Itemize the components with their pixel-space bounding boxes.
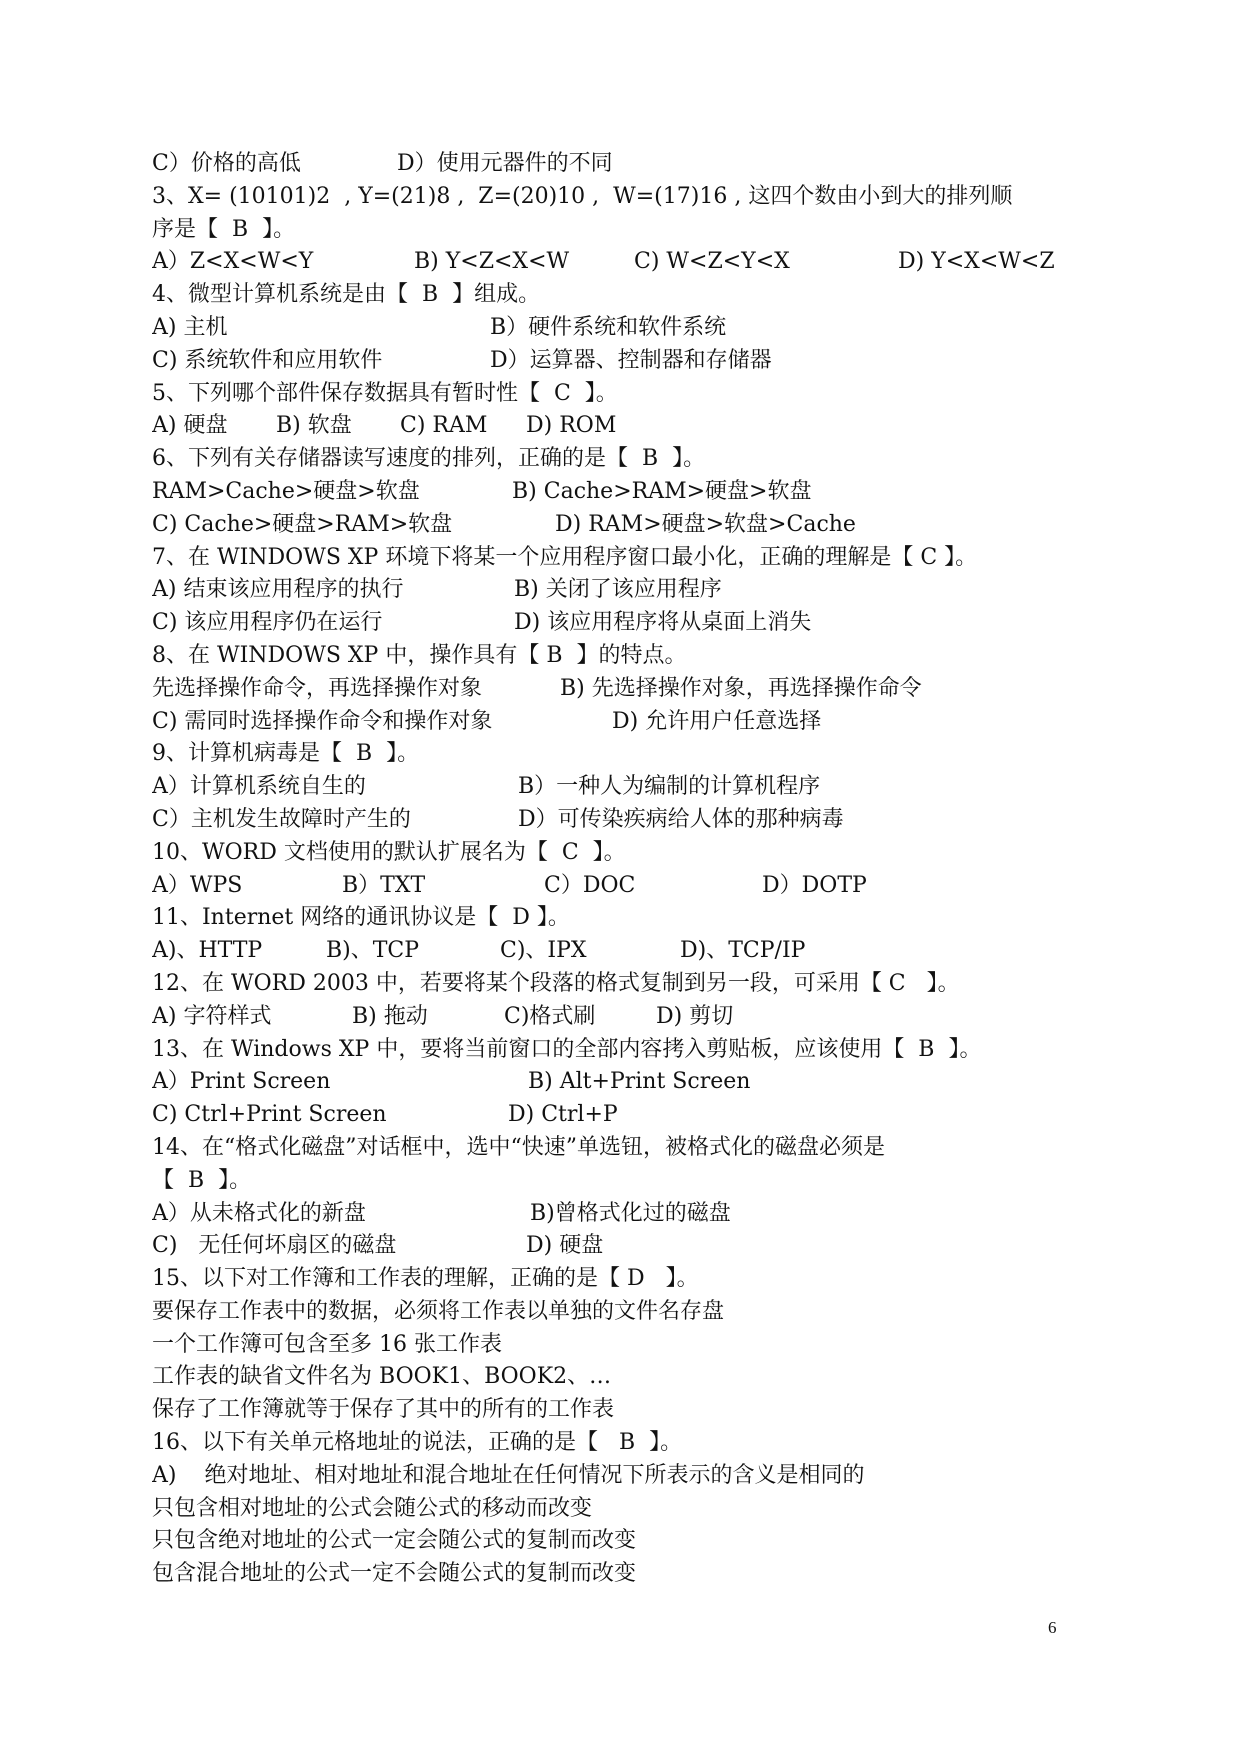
option-cell: D）使用元器件的不同 <box>397 151 613 176</box>
question-content <box>152 148 1072 1591</box>
option-cell: C）价格的高低 <box>152 151 301 176</box>
option-cell: C) RAM <box>400 413 488 439</box>
text-line <box>152 1066 1072 1099</box>
text-line: 【 B 】。 <box>152 1167 252 1193</box>
option-cell: C) 需同时选择操作命令和操作对象 <box>152 708 493 734</box>
text-line <box>152 673 1072 706</box>
option-cell: B) Y<Z<X<W <box>414 249 570 275</box>
text-line <box>152 1099 1072 1132</box>
text-line: 7、在 WINDOWS XP 环境下将某一个应用程序窗口最小化，正确的理解是【 C 】。 <box>152 544 978 570</box>
text-line: 工作表的缺省文件名为 BOOK1、BOOK2、… <box>152 1364 612 1390</box>
page-number: 6 <box>1048 1618 1057 1637</box>
option-cell: C)、IPX <box>500 938 587 964</box>
option-cell: A) 硬盘 <box>152 413 228 439</box>
text-line: 11、Internet 网络的通讯协议是【 D 】。 <box>152 905 570 931</box>
option-cell: D）运算器、控制器和存储器 <box>490 347 772 373</box>
text-line: 14、在“格式化磁盘”对话框中，选中“快速”单选钮，被格式化的磁盘必须是 <box>152 1134 885 1160</box>
text-line <box>152 804 1072 837</box>
text-line: 要保存工作表中的数据，必须将工作表以单独的文件名存盘 <box>152 1298 725 1324</box>
text-line: 只包含绝对地址的公式一定会随公式的复制而改变 <box>152 1528 637 1554</box>
option-cell: C) 系统软件和应用软件 <box>152 347 383 373</box>
text-line: 12、在 WORD 2003 中，若要将某个段落的格式复制到另一段，可采用【 C 】。 <box>152 970 960 996</box>
option-cell: D) RAM>硬盘>软盘>Cache <box>555 511 856 537</box>
text-line: A) 绝对地址、相对地址和混合地址在任何情况下所表示的含义是相同的 <box>152 1462 865 1488</box>
text-line <box>152 607 1072 640</box>
text-line: 一个工作簿可包含至多 16 张工作表 <box>152 1331 502 1357</box>
option-cell: C）主机发生故障时产生的 <box>152 806 411 832</box>
option-cell: D) Y<X<W<Z <box>898 249 1055 275</box>
option-cell: B) 先选择操作对象，再选择操作命令 <box>560 675 922 701</box>
option-cell: B)、TCP <box>326 938 420 964</box>
text-line <box>152 509 1072 542</box>
option-cell: D) ROM <box>526 413 617 439</box>
option-cell: D) 硬盘 <box>526 1233 604 1259</box>
option-cell: B）硬件系统和软件系统 <box>490 314 727 340</box>
option-cell: A）计算机系统自生的 <box>152 774 366 800</box>
text-line: 13、在 Windows XP 中，要将当前窗口的全部内容拷入剪贴板，应该使用【 B 】。 <box>152 1036 982 1062</box>
option-cell: A）WPS <box>152 872 243 898</box>
text-line <box>152 148 1072 181</box>
option-cell: C)格式刷 <box>504 1003 596 1029</box>
option-cell: A)、HTTP <box>152 938 263 964</box>
option-cell: B) 关闭了该应用程序 <box>514 577 722 603</box>
option-cell: C) 无任何坏扇区的磁盘 <box>152 1233 397 1259</box>
option-cell: C）DOC <box>544 872 636 898</box>
text-line <box>152 1230 1072 1263</box>
text-line <box>152 870 1072 903</box>
option-cell: B）TXT <box>342 872 426 898</box>
option-cell: B) Cache>RAM>硬盘>软盘 <box>512 478 812 504</box>
text-line <box>152 246 1072 279</box>
option-cell: B）一种人为编制的计算机程序 <box>518 774 821 800</box>
text-line: 10、WORD 文档使用的默认扩展名为【 C 】。 <box>152 839 626 865</box>
option-cell: D）DOTP <box>762 872 867 898</box>
option-cell: D)、TCP/IP <box>680 938 806 964</box>
text-line <box>152 345 1072 378</box>
text-line <box>152 410 1072 443</box>
text-line: 序是【 B 】。 <box>152 216 296 242</box>
text-line <box>152 771 1072 804</box>
text-line <box>152 1198 1072 1231</box>
option-cell: A) 字符样式 <box>152 1003 272 1029</box>
option-cell: A）Print Screen <box>152 1069 331 1095</box>
option-cell: RAM>Cache>硬盘>软盘 <box>152 478 420 504</box>
option-cell: D) Ctrl+P <box>508 1102 618 1128</box>
option-cell: B)曾格式化过的磁盘 <box>530 1200 731 1226</box>
text-line: 保存了工作簿就等于保存了其中的所有的工作表 <box>152 1397 615 1423</box>
option-cell: D) 剪切 <box>656 1003 734 1029</box>
text-line <box>152 935 1072 968</box>
option-cell: A) 主机 <box>152 314 228 340</box>
option-cell: B) Alt+Print Screen <box>528 1069 751 1095</box>
option-cell: A) 结束该应用程序的执行 <box>152 577 404 603</box>
text-line: 包含混合地址的公式一定不会随公式的复制而改变 <box>152 1561 637 1587</box>
text-line: 3、X= (10101)2 , Y=(21)8 , Z=(20)10 , W=(17)16 , 这四个数由小到大的排列顺 <box>152 183 1013 209</box>
text-line <box>152 574 1072 607</box>
text-line: 9、计算机病毒是【 B 】。 <box>152 741 420 767</box>
text-line: 15、以下对工作簿和工作表的理解，正确的是【 D 】。 <box>152 1266 699 1292</box>
text-line <box>152 706 1072 739</box>
option-cell: D）可传染疾病给人体的那种病毒 <box>518 806 844 832</box>
text-line: 4、微型计算机系统是由【 B 】组成。 <box>152 282 541 308</box>
option-cell: B) 拖动 <box>352 1003 428 1029</box>
option-cell: D) 该应用程序将从桌面上消失 <box>514 610 812 636</box>
option-cell: C) Ctrl+Print Screen <box>152 1102 387 1128</box>
option-cell: A）Z<X<W<Y <box>152 249 314 275</box>
text-line: 6、下列有关存储器读写速度的排列，正确的是【 B 】。 <box>152 446 706 472</box>
option-cell: C) W<Z<Y<X <box>634 249 790 275</box>
option-cell: C) 该应用程序仍在运行 <box>152 610 383 636</box>
text-line: 8、在 WINDOWS XP 中，操作具有【 B 】的特点。 <box>152 642 687 668</box>
text-line: 只包含相对地址的公式会随公式的移动而改变 <box>152 1495 593 1521</box>
text-line: 5、下列哪个部件保存数据具有暂时性【 C 】。 <box>152 380 618 406</box>
option-cell: D) 允许用户任意选择 <box>612 708 822 734</box>
option-cell: B) 软盘 <box>276 413 352 439</box>
option-cell: C) Cache>硬盘>RAM>软盘 <box>152 511 453 537</box>
option-cell: 先选择操作命令，再选择操作对象 <box>152 675 483 701</box>
option-cell: A）从未格式化的新盘 <box>152 1200 366 1226</box>
text-line: 16、以下有关单元格地址的说法，正确的是【 B 】。 <box>152 1430 683 1456</box>
text-line <box>152 476 1072 509</box>
text-line <box>152 312 1072 345</box>
text-line <box>152 1001 1072 1034</box>
